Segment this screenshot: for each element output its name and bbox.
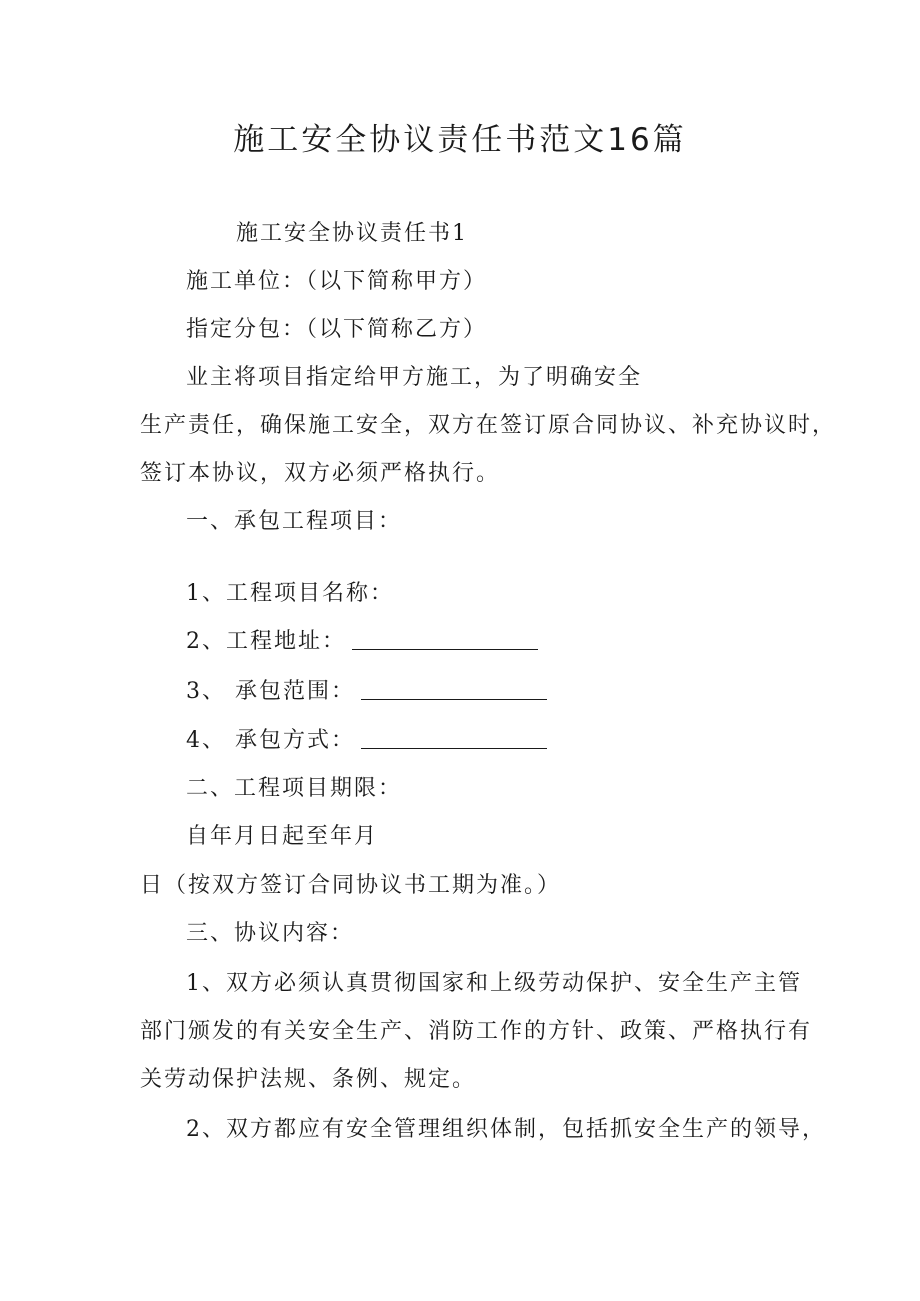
party-b-line: 指定分包：（以下简称乙方） <box>186 317 488 342</box>
term-line-2: 日（按双方签订合同协议书工期为准。） <box>140 873 562 898</box>
method-blank-line <box>361 728 547 749</box>
scope-blank-line <box>361 679 547 700</box>
clause-1-line-2: 部门颁发的有关安全生产、消防工作的方针、政策、严格执行有 <box>140 1019 813 1044</box>
clause-1-line-1: 1、双方必须认真贯彻国家和上级劳动保护、安全生产主管 <box>186 971 802 996</box>
heading-agreement-content: 三、协议内容： <box>186 921 355 946</box>
item-contract-method-label: 4、 承包方式： <box>186 728 355 753</box>
address-blank-line <box>352 629 538 650</box>
heading-term: 二、工程项目期限： <box>186 776 403 801</box>
clause-2-line-1: 2、双方都应有安全管理组织体制，包括抓安全生产的领导， <box>186 1117 826 1142</box>
item-contract-scope <box>186 678 547 706</box>
item-project-address <box>186 628 538 656</box>
intro-paragraph-line-2: 生产责任，确保施工安全，双方在签订原合同协议、补充协议时， <box>140 413 837 438</box>
item-contract-scope-label: 3、 承包范围： <box>186 679 355 704</box>
intro-paragraph-line-1: 业主将项目指定给甲方施工，为了明确安全 <box>186 365 643 390</box>
intro-paragraph-line-3: 签订本协议，双方必须严格执行。 <box>140 461 501 486</box>
heading-project: 一、承包工程项目： <box>186 509 403 534</box>
term-line-1: 自年月日起至年月 <box>186 824 379 849</box>
item-contract-method <box>186 727 547 755</box>
clause-1-line-3: 关劳动保护法规、条例、规定。 <box>140 1067 477 1092</box>
party-a-line: 施工单位：（以下简称甲方） <box>186 269 488 294</box>
document-title: 施工安全协议责任书范文16篇 <box>233 122 687 158</box>
item-project-name: 1、工程项目名称： <box>186 581 394 606</box>
item-project-address-label: 2、工程地址： <box>186 629 346 654</box>
section-heading: 施工安全协议责任书1 <box>236 221 468 246</box>
